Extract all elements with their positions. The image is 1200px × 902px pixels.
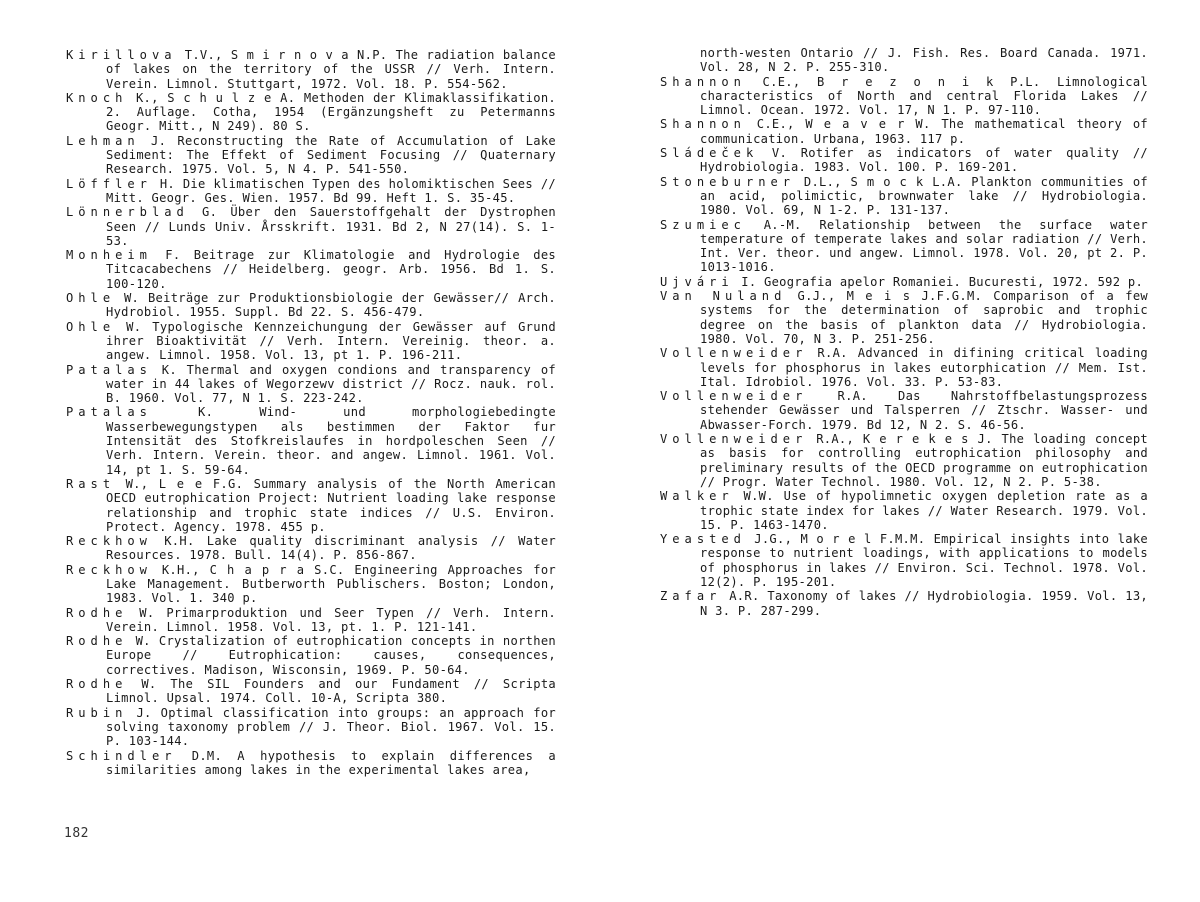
reference-text: V. Rotifer as indicators of water quality // Hydrobiologia. 1983. Vol. 100. P. 169-201. — [700, 146, 1148, 175]
reference-entry — [660, 289, 1148, 346]
reference-entry — [66, 91, 556, 134]
reference-author: Vollenweider — [660, 389, 808, 404]
reference-text: G.J., M e i s J.F.G.M. Comparison of a few systems for the determination of saprobic and trophic degree on the basis of plankton data // Hydrobiologia. 1980. Vol. 70, N 3. P. 251-256. — [700, 289, 1148, 346]
reference-text: J. Optimal classification into groups: an approach for solving taxonomy problem // J. Theor. Biol. 1967. Vol. 15. P. 103-144. — [106, 705, 556, 749]
reference-text: R.A., K e r e k e s J. The loading concept as basis for controlling eutrophication philosophy and preliminary results of the OECD programme on eutrophication // Progr. Water Technol. 1980. Vol. 12, N 2. P. 5-38. — [700, 432, 1148, 489]
reference-text: W.W. Use of hypolimnetic oxygen depletion rate as a trophic state index for lakes // Water Research. 1979. Vol. 15. P. 1463-1470. — [700, 489, 1148, 532]
reference-entry — [660, 75, 1148, 118]
reference-text: I. Geografia apelor Romaniei. Bucuresti, 1972. 592 p. — [741, 274, 1144, 289]
reference-entry — [66, 634, 556, 677]
reference-entry — [66, 205, 556, 248]
reference-text: J. Reconstructing the Rate of Accumulation of Lake Sediment: The Effekt of Sediment Focusing // Quaternary Research. 1975. Vol. 5, N 4. P. 541-550. — [106, 133, 556, 177]
reference-author: Shannon — [660, 74, 746, 89]
left-page — [66, 48, 556, 777]
reference-author: Zafar — [660, 589, 722, 604]
reference-author: Monheim — [66, 248, 152, 263]
reference-author: Rodhe — [66, 677, 128, 692]
reference-author: Szumiec — [660, 217, 746, 232]
reference-author: Kirillova — [66, 48, 177, 62]
reference-entry — [660, 117, 1148, 146]
reference-text: J.G., M o r e l F.M.M. Empirical insights into lake response to nutrient loadings, with applications to models of phosphorus in lakes // Environ. Sci. Technol. 1978. Vol. 12(2). P. 195-201. — [700, 532, 1148, 589]
page-number: 182 — [64, 826, 89, 841]
reference-entry — [66, 363, 556, 406]
reference-entry — [660, 532, 1148, 589]
reference-author: Walker — [660, 489, 734, 504]
reference-author: Shannon — [660, 117, 746, 132]
continued-reference: north-westen Ontario // J. Fish. Res. Board Canada. 1971. Vol. 28, N 2. P. 255-310. — [700, 46, 1148, 75]
reference-author: Lehman — [66, 133, 140, 148]
reference-author: Vollenweider — [660, 432, 808, 447]
reference-text: W. Primarproduktion und Seer Typen // Verh. Intern. Verein. Limnol. 1958. Vol. 13, pt. 1. P. 121-141. — [106, 605, 556, 634]
reference-entry — [66, 677, 556, 706]
reference-text: C.E., B r e z o n i k P.L. Limnological characteristics of North and central Florida Lakes // Limnol. Ocean. 1972. Vol. 17, N 1. P. 97-110. — [700, 74, 1148, 118]
reference-entry — [660, 175, 1148, 218]
reference-entry — [66, 177, 556, 206]
reference-entry — [66, 534, 556, 563]
reference-text: W. Crystalization of eutrophication concepts in northen Europe // Eutrophication: causes, consequences, correctives. Madison, Wisconsin, 1969. P. 50-64. — [106, 634, 556, 677]
reference-text: K., S c h u l z e A. Methoden der Klimaklassifikation. 2. Auflage. Cotha, 1954 (Ergänzungsheft zu Petermanns Geogr. Mitt., N 249). 80 S. — [106, 90, 556, 134]
reference-author: Löffler — [66, 176, 152, 191]
reference-author: Stoneburner — [660, 174, 796, 189]
reference-text: W. Beiträge zur Produktionsbiologie der Gewässer// Arch. Hydrobiol. 1955. Suppl. Bd 22. S. 456-479. — [106, 291, 556, 320]
reference-entry — [660, 275, 1148, 289]
reference-author: Reckhow — [66, 534, 152, 549]
reference-entry — [660, 146, 1148, 175]
left-reference-list — [66, 48, 556, 777]
reference-entry — [66, 405, 556, 476]
reference-text: A.R. Taxonomy of lakes // Hydrobiologia. 1959. Vol. 13, N 3. P. 287-299. — [700, 589, 1148, 618]
reference-entry — [66, 563, 556, 606]
reference-text: R.A. Das Nahrstoffbelastungsprozess stehender Gewässer und Talsperren // Ztschr. Wasser- und Abwasser-Forch. 1979. Bd 12, N 2. S. 46-56. — [700, 389, 1148, 432]
reference-author: Knoch — [66, 90, 128, 105]
reference-text: R.A. Advanced in difining critical loading levels for phosphorus in lakes eutorphication // Mem. Ist. Ital. Idrobiol. 1976. Vol. 33. P. 53-83. — [700, 346, 1148, 389]
right-page — [660, 46, 1148, 618]
reference-author: Yeasted — [660, 532, 746, 547]
reference-entry — [66, 749, 556, 778]
reference-text: D.M. A hypothesis to explain differences a similarities among lakes in the experimental lakes area, — [106, 748, 556, 777]
reference-entry — [66, 606, 556, 635]
reference-text: G. Über den Sauerstoffgehalt der Dystrophen Seen // Lunds Univ. Årsskrift. 1931. Bd 2, N 27(14). S. 1-53. — [106, 205, 556, 248]
reference-author: Ohle — [66, 319, 116, 334]
reference-author: Lönnerblad — [66, 205, 189, 220]
reference-author: Vollenweider — [660, 346, 808, 361]
reference-text: K.H. Lake quality discriminant analysis // Water Resources. 1978. Bull. 14(4). P. 856-867. — [106, 534, 556, 563]
reference-text: W. Typologische Kennzeichungung der Gewässer auf Grund ihrer Bioaktivität // Verh. Intern. Vereinig. theor. a. angew. Limnol. 1958. Vol. 13, pt 1. P. 196-211. — [106, 319, 556, 363]
reference-text: K. Wind- und morphologiebedingte Wasserbewegungstypen als bestimmen der Faktor fur Intensität des Stofkreislaufes in hordpoleschen Seen // Verh. Intern. Verein. theor. and angew. Limnol. 1961. Vol. 14, pt 1. S. 59-64. — [106, 405, 556, 477]
reference-author: Patalas — [66, 405, 152, 420]
reference-entry — [66, 291, 556, 320]
reference-author: Ohle — [66, 291, 116, 306]
reference-author: Reckhow — [66, 562, 152, 577]
right-reference-list — [660, 75, 1148, 618]
reference-text: A.-M. Relationship between the surface water temperature of temperate lakes and solar radiation // Verh. Int. Ver. theor. und angew. Limnol. 1978. Vol. 20, pt 2. P. 1013-1016. — [700, 217, 1148, 275]
reference-entry — [66, 248, 556, 291]
reference-author: Schindler — [66, 748, 177, 763]
reference-entry — [66, 477, 556, 534]
reference-text: W. The SIL Founders and our Fundament // Scripta Limnol. Upsal. 1974. Coll. 10-A, Scripta 380. — [106, 677, 556, 706]
reference-text: T.V., S m i r n o v a N.P. The radiation balance of lakes on the territory of the USSR // Verh. Intern. Verein. Limnol. Stuttgart, 1972. Vol. 18. P. 554-562. — [106, 48, 556, 91]
reference-author: Ujvári — [660, 274, 734, 289]
reference-entry — [66, 320, 556, 363]
reference-text: K. Thermal and oxygen condions and transparency of water in 44 lakes of Wegorzewv district // Rocz. nauk. rol. B. 1960. Vol. 77, N 1. S. 223-242. — [106, 362, 556, 406]
reference-author: Rodhe — [66, 605, 128, 620]
reference-text: K.H., C h a p r a S.C. Engineering Approaches for Lake Management. Butberworth Publischers. Boston; London, 1983. Vol. 1. 340 p. — [106, 562, 556, 606]
reference-entry — [660, 589, 1148, 618]
reference-author: Van Nuland — [660, 289, 787, 304]
reference-text: F. Beitrage zur Klimatologie and Hydrologie des Titcacabechens // Heidelberg. geogr. Arb. 1956. Bd 1. S. 100-120. — [106, 248, 556, 291]
reference-entry — [660, 346, 1148, 389]
reference-text: W., L e e F.G. Summary analysis of the North American OECD eutrophication Project: Nutrient loading lake response relationship and trophic state indices // U.S. Environ. Protect. Agency. 1978. 455 p. — [106, 476, 556, 534]
reference-entry — [66, 706, 556, 749]
reference-entry — [66, 134, 556, 177]
reference-author: Patalas — [66, 362, 152, 377]
reference-text: D.L., S m o c k L.A. Plankton communities of an acid, polimictic, brownwater lake // Hydrobiologia. 1980. Vol. 69, N 1-2. P. 131-137. — [700, 174, 1148, 218]
reference-author: Rodhe — [66, 634, 128, 649]
reference-author: Rast — [66, 476, 116, 491]
reference-entry — [660, 489, 1148, 532]
reference-entry — [660, 389, 1148, 432]
reference-entry — [66, 48, 556, 91]
reference-author: Rubin — [66, 705, 128, 720]
reference-author: Sládeček — [660, 146, 759, 161]
reference-entry — [660, 432, 1148, 489]
reference-text: H. Die klimatischen Typen des holomiktischen Sees // Mitt. Geogr. Ges. Wien. 1957. Bd 99. Heft 1. S. 35-45. — [106, 176, 556, 205]
reference-entry — [660, 218, 1148, 275]
reference-text: C.E., W e a v e r W. The mathematical theory of communication. Urbana, 1963. 117 p. — [700, 117, 1148, 146]
